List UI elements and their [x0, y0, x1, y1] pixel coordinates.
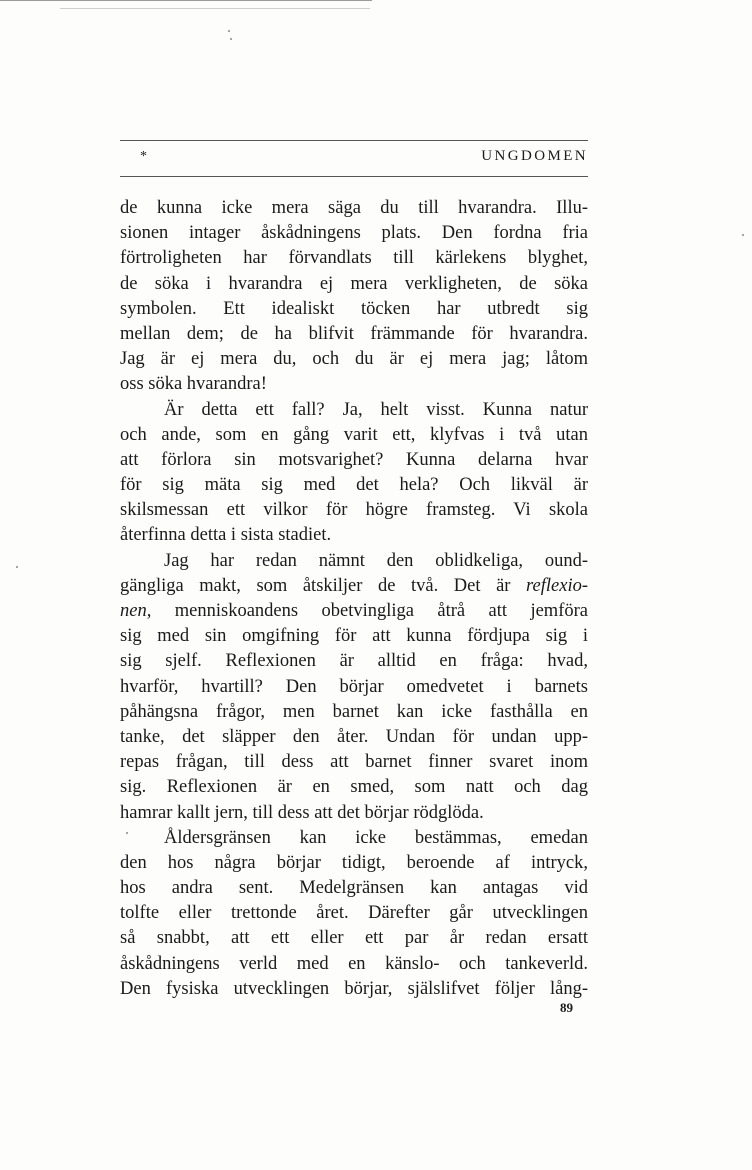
text-line: repas frågan, till dess att barnet finner svaret inom: [120, 752, 588, 773]
text-line: förtroligheten har förvandlats till kärlekens blyghet,: [120, 248, 588, 269]
text-line: [120, 599, 588, 624]
page-edge-line: [60, 8, 370, 9]
text-line: hos andra sent. Medelgränsen kan antagas vid: [120, 878, 588, 899]
italic-word: nen,: [120, 601, 152, 621]
text-line: de söka i hvarandra ej mera verkligheten, de söka: [120, 273, 588, 294]
text-line: hamrar kallt jern, till dess att det börjar rödglöda.: [120, 802, 484, 823]
body-text: [120, 196, 588, 1002]
text-line: åskådningens verld med en känslo- och tankeverld.: [120, 953, 588, 974]
text-line: tolfte eller trettonde året. Därefter går utvecklingen: [120, 903, 588, 924]
text-line: påhängsna frågor, men barnet kan icke fasthålla en: [120, 701, 588, 722]
header-rule-top: [120, 140, 588, 141]
text-line: sig. Reflexionen är en smed, som natt och dag: [120, 777, 588, 798]
text-line: tanke, det släpper den åter. Undan för undan upp-: [120, 726, 588, 747]
paper-speck: [16, 566, 18, 568]
text-line: återfinna detta i sista stadiet.: [120, 525, 332, 546]
paragraph-first-line: Jag har redan nämnt den oblidkeliga, ound-: [164, 550, 588, 571]
page-number: 89: [560, 1000, 573, 1015]
text-line: sig sjelf. Reflexionen är alltid en fråga: hvad,: [120, 651, 588, 672]
text-line: för sig mäta sig med det hela? Och likväl är: [120, 475, 588, 496]
header-rule-bottom: [120, 176, 588, 177]
text-line: att förlora sin motsvarighet? Kunna delarna hvar: [120, 449, 588, 470]
text-segment: gängliga makt, som åtskiljer de två. Det är: [120, 575, 511, 596]
paper-speck: [742, 234, 744, 236]
text-line: de kunna icke mera säga du till hvarandra. Illu-: [120, 198, 588, 218]
text-line: [120, 574, 588, 599]
text-line: sionen intager åskådningens plats. Den fordna fria: [120, 223, 588, 244]
paragraph-first-line: Åldersgränsen kan icke bestämmas, emedan: [164, 827, 588, 848]
text-line: Jag är ej mera du, och du är ej mera jag; låtom: [120, 349, 588, 370]
text-segment: menniskoandens obetvingliga åtrå att jemföra: [174, 601, 588, 621]
text-line: så snabbt, att ett eller ett par år redan ersatt: [120, 928, 588, 949]
text-line: symbolen. Ett idealiskt töcken har utbredt sig: [120, 298, 588, 319]
text-line: Den fysiska utvecklingen börjar, själslifvet följer lång-: [120, 978, 588, 999]
running-title: UNGDOMEN: [481, 148, 588, 164]
paragraph-first-line: Är detta ett fall? Ja, helt visst. Kunna natur: [164, 399, 588, 420]
paper-speck: [228, 30, 230, 32]
page-edge-line: [0, 0, 372, 1]
text-line: den hos några börjar tidigt, beroende af intryck,: [120, 852, 588, 873]
text-line: skilsmessan ett vilkor för högre framsteg. Vi skola: [120, 500, 588, 521]
header-ornament: *: [140, 149, 147, 164]
text-line: mellan dem; de ha blifvit främmande för hvarandra.: [120, 323, 588, 344]
text-line: och ande, som en gång varit ett, klyfvas i två utan: [120, 424, 588, 445]
paper-speck: [230, 38, 232, 40]
italic-word: reflexio-: [526, 575, 588, 596]
text-line: hvarför, hvartill? Den börjar omedvetet i barnets: [120, 676, 588, 697]
text-line: sig med sin omgifning för att kunna fördjupa sig i: [120, 626, 588, 647]
text-line: oss söka hvarandra!: [120, 374, 267, 395]
running-header: [120, 148, 588, 170]
paper-speck: [126, 832, 128, 834]
